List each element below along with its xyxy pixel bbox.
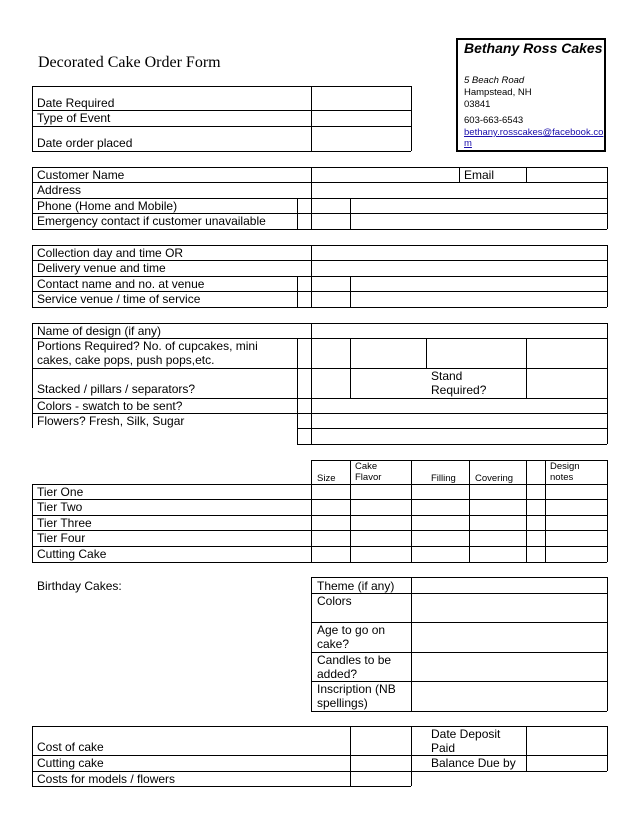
label-service-venue: Service venue / time of service xyxy=(37,292,201,306)
header-notes-line2: notes xyxy=(550,472,574,483)
label-date-order-placed: Date order placed xyxy=(37,136,133,150)
label-stacked: Stacked / pillars / separators? xyxy=(37,382,196,396)
tier-row-label: Tier Two xyxy=(37,500,83,514)
label-deposit-line2: Paid xyxy=(431,741,456,755)
label-customer-name: Customer Name xyxy=(37,168,125,182)
header-filling: Filling xyxy=(431,473,456,484)
label-stand-line2: Required? xyxy=(431,383,487,397)
label-cutting-cake-cost: Cutting cake xyxy=(37,756,104,770)
label-collection: Collection day and time OR xyxy=(37,246,184,260)
label-balance-due: Balance Due by xyxy=(431,756,516,770)
label-cost-of-cake: Cost of cake xyxy=(37,740,104,754)
label-emergency-contact: Emergency contact if customer unavailable xyxy=(37,214,266,228)
label-venue-contact: Contact name and no. at venue xyxy=(37,277,205,291)
company-phone: 603-663-6543 xyxy=(464,115,524,126)
label-birthday-cakes: Birthday Cakes: xyxy=(37,579,122,593)
header-size: Size xyxy=(317,473,336,484)
label-phone: Phone (Home and Mobile) xyxy=(37,199,178,213)
label-birthday-colors: Colors xyxy=(317,594,352,608)
label-colors: Colors - swatch to be sent? xyxy=(37,399,183,413)
label-portions-line1: Portions Required? No. of cupcakes, mini xyxy=(37,339,258,353)
label-design-name: Name of design (if any) xyxy=(37,324,162,338)
header-flavor-line2: Flavor xyxy=(355,472,382,483)
company-facebook-link[interactable]: bethany.rosscakes@facebook.com xyxy=(464,127,604,149)
label-inscription-line2: spellings) xyxy=(317,696,368,710)
label-portions-line2: cakes, cake pops, push pops,etc. xyxy=(37,353,215,367)
company-street: 5 Beach Road xyxy=(464,75,525,86)
label-deposit-line1: Date Deposit xyxy=(431,727,501,741)
label-inscription-line1: Inscription (NB xyxy=(317,682,396,696)
label-stand-line1: Stand xyxy=(431,369,463,383)
tier-row-label: Tier Three xyxy=(37,516,92,530)
tier-row-label: Tier Four xyxy=(37,531,86,545)
tier-row-label: Cutting Cake xyxy=(37,547,107,561)
label-address: Address xyxy=(37,183,82,197)
label-theme: Theme (if any) xyxy=(317,579,395,593)
label-date-required: Date Required xyxy=(37,96,115,110)
label-age-line2: cake? xyxy=(317,637,350,651)
label-email: Email xyxy=(464,168,495,182)
company-zip: 03841 xyxy=(464,99,491,110)
label-candles-line2: added? xyxy=(317,667,358,681)
company-town: Hampstead, NH xyxy=(464,87,532,98)
tier-row-label: Tier One xyxy=(37,485,84,499)
header-covering: Covering xyxy=(475,473,514,484)
label-type-of-event: Type of Event xyxy=(37,111,111,125)
label-models-cost: Costs for models / flowers xyxy=(37,772,176,786)
label-flowers: Flowers? Fresh, Silk, Sugar xyxy=(37,414,185,428)
label-candles-line1: Candles to be xyxy=(317,653,392,667)
label-age-line1: Age to go on xyxy=(317,623,386,637)
header-flavor-line1: Cake xyxy=(355,461,378,472)
header-notes-line1: Design xyxy=(550,461,580,472)
label-delivery-venue: Delivery venue and time xyxy=(37,261,166,275)
form-title: Decorated Cake Order Form xyxy=(38,54,221,71)
company-name: Bethany Ross Cakes xyxy=(464,40,603,56)
